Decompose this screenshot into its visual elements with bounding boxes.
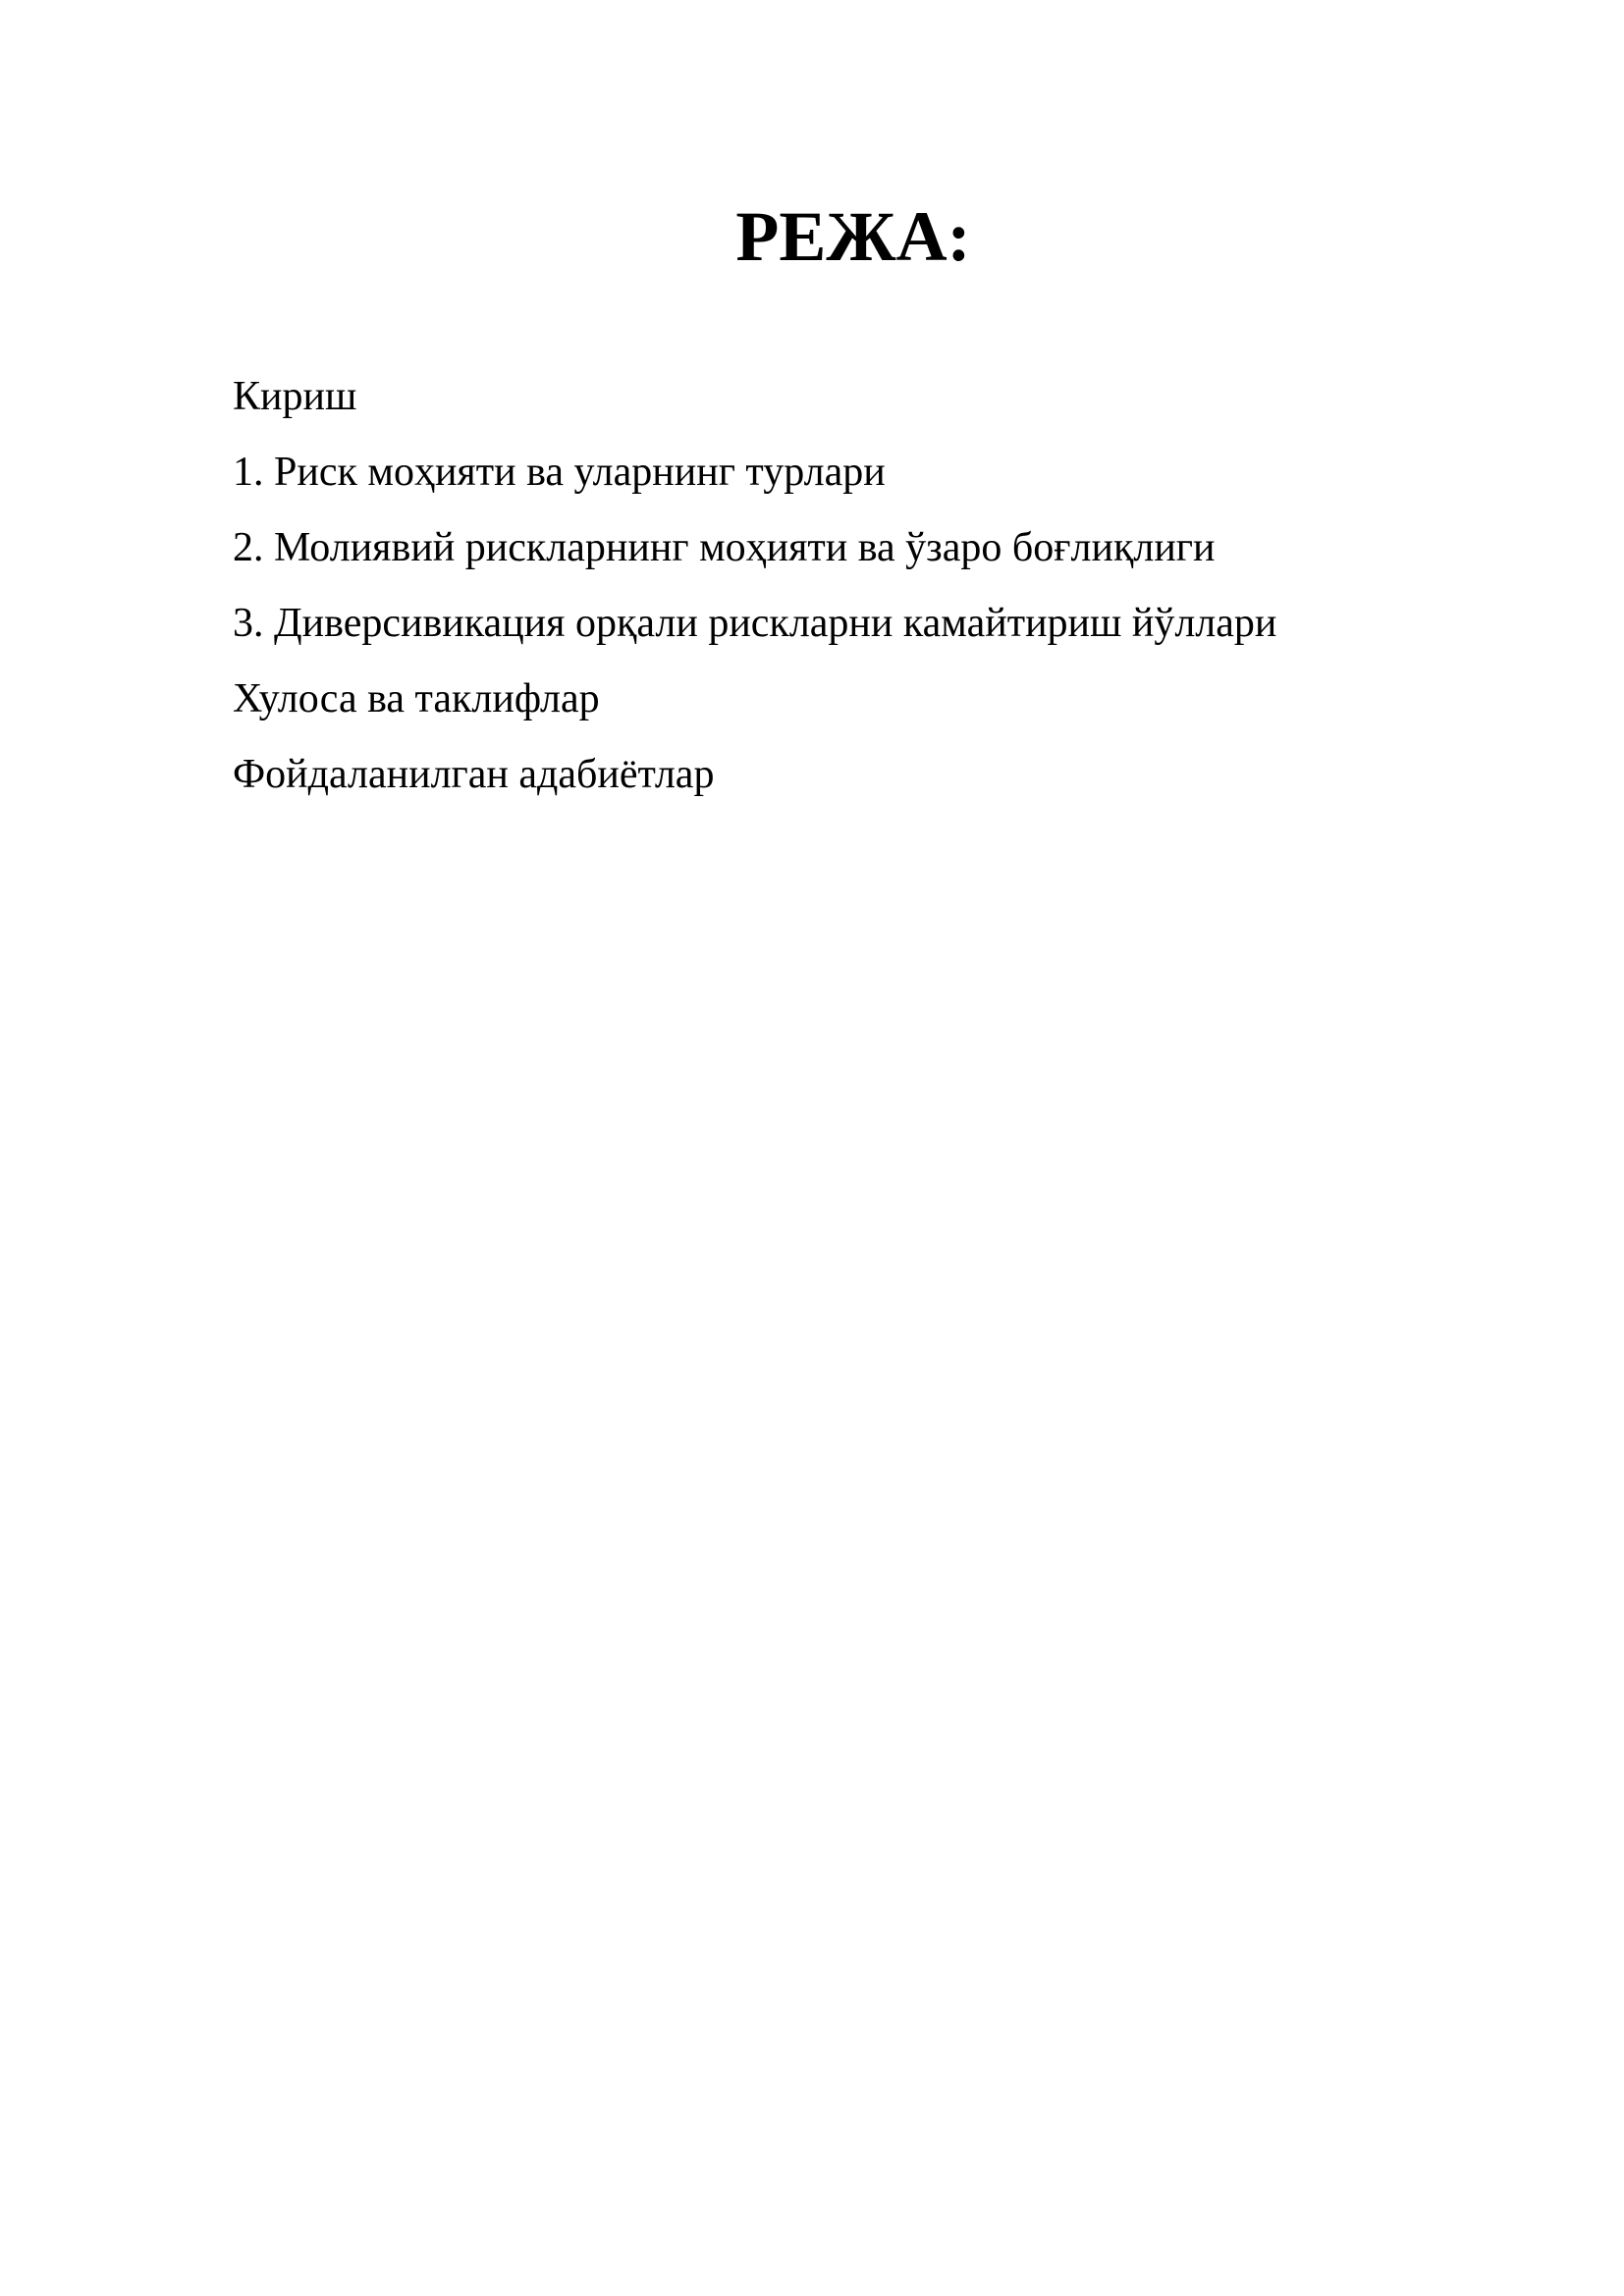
page-title: РЕЖА: <box>735 197 971 276</box>
toc-item-chapter-1: 1. Риск моҳияти ва уларнинг турлари <box>233 450 886 495</box>
toc-item-introduction: Кириш <box>233 374 357 419</box>
toc-item-chapter-3: 3. Диверсивикация орқали рискларни камайтириш йўллари <box>233 601 1277 646</box>
toc-item-references: Фойдаланилган адабиётлар <box>233 752 715 797</box>
toc-item-conclusion: Хулоса ва таклифлар <box>233 676 600 721</box>
table-of-contents <box>233 359 1276 813</box>
toc-item-chapter-2: 2. Молиявий рискларнинг моҳияти ва ўзаро боғлиқлиги <box>233 525 1216 570</box>
